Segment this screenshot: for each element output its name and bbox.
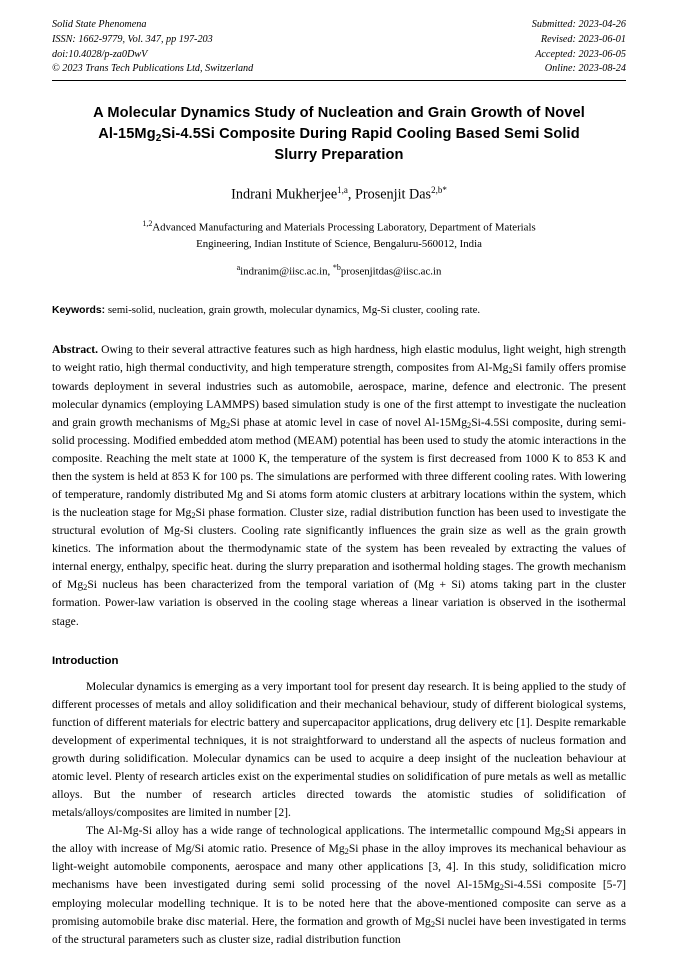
intro-p2-sub-2: 2 xyxy=(344,847,349,857)
email-marker-a: a xyxy=(236,263,241,273)
abstract-text-3: Si phase at atomic level in case of novel Al-15Mg xyxy=(230,415,468,429)
journal-copyright: © 2023 Trans Tech Publications Ltd, Switzerland xyxy=(52,63,254,75)
title-line-2-part-a: Al-15Mg xyxy=(98,126,156,143)
intro-p2-sub-3: 2 xyxy=(499,883,504,893)
keywords xyxy=(52,302,626,319)
keywords-text: semi-solid, nucleation, grain growth, molecular dynamics, Mg-Si cluster, cooling rate. xyxy=(105,303,481,316)
affiliation-line-2: Engineering, Indian Institute of Science, Bengaluru-560012, India xyxy=(196,237,482,250)
abstract-label: Abstract. xyxy=(52,343,99,357)
introduction-paragraph-1: Molecular dynamics is emerging as a very important tool for present day research. It is being applied to the study of different processes of metals and alloy solidification and their mechanical behaviour, study of different biological systems, function of different materials for electric battery and supercapacitor applications, drug delivery etc [1]. Despite remarkable development of experimental techniques, it is not straightforward to understand all the aspects of nucleus formation and growth during solidification. Molecular dynamics can be used to acquire a deep insight of the nucleation behaviour at atomic level. Plenty of research articles exist on the experimental studies on solidification of pure metals as well as metallic alloys. But the number of research articles directed towards the atomistic studies of solidification of metals/alloys/composites are limited in number [2]. xyxy=(52,679,626,820)
title-line-1: A Molecular Dynamics Study of Nucleation and Grain Growth of Novel xyxy=(93,105,585,122)
email-address-1[interactable]: indranim@iisc.ac.in, xyxy=(240,265,331,278)
author-separator: , xyxy=(347,186,355,203)
title-line-2 xyxy=(52,124,626,145)
abstract-text-1: Owing to their several attractive features such as high hardness, high elastic modulus, light weight, high strength to weight ratio, high thermal conductivity, and high temperature strength, composites from Al-Mg xyxy=(52,343,626,375)
journal-header-right xyxy=(532,18,626,77)
intro-p2-text-4: Si-4.5Si composite [5-7] employing molecular modelling technique. It is to be noted here that the above-mentioned composite can serve as a promising automobile brake disc material. Here, the formation and growth of Mg xyxy=(52,878,626,928)
abstract-sub-2: 2 xyxy=(225,420,231,430)
journal-name: Solid State Phenomena xyxy=(52,19,147,30)
journal-doi: doi:10.4028/p-za0DwV xyxy=(52,48,148,60)
affiliation-marker: 1,2 xyxy=(142,219,153,229)
abstract-sub-3: 2 xyxy=(467,420,472,430)
journal-header-left xyxy=(52,18,253,77)
abstract-sub-4: 2 xyxy=(191,511,196,521)
author-name-1: Indrani Mukherjee xyxy=(231,186,338,203)
introduction-paragraph-2 xyxy=(52,822,626,949)
affiliation-text-1: Advanced Manufacturing and Materials Processing Laboratory, Department of Materials xyxy=(152,221,536,234)
journal-issn-volume: ISSN: 1662-9779, Vol. 347, pp 197-203 xyxy=(52,33,213,45)
journal-header xyxy=(52,18,626,81)
author-2-affiliation-marker: 2,b* xyxy=(431,184,447,195)
author-emails xyxy=(52,263,626,278)
title-subscript: 2 xyxy=(155,132,162,144)
title-line-2-part-b: Si-4.5Si Composite During Rapid Cooling Based Semi Solid xyxy=(161,126,580,143)
intro-p2-sub-4: 2 xyxy=(430,919,436,929)
section-heading-introduction: Introduction xyxy=(52,654,119,667)
affiliation-line-1 xyxy=(52,218,626,236)
intro-p2-text-3: Si phase in the alloy improves its mechanical behaviour as light-weight automobile components, aerospace and many other applications [3, 4]. In this study, solidification micro mechanisms have been investigated during semi solid processing of the novel Al-15Mg xyxy=(52,842,626,892)
title-line-3: Slurry Preparation xyxy=(274,147,404,164)
keywords-label: Keywords: xyxy=(52,304,106,316)
author-name-2: Prosenjit Das xyxy=(355,186,432,203)
intro-p2-text-2: Si appears in the alloy with increase of Mg/Si atomic ratio. Presence of Mg xyxy=(52,824,627,856)
email-marker-b: *b xyxy=(332,263,341,273)
intro-p2-sub-1: 2 xyxy=(560,829,565,839)
abstract-text-6: Si nucleus has been characterized from the temporal variation of (Mg + Si) atoms taking part in the cluster formation. Power-law variation is observed in the cooling stage whereas a linear variation is observed in the isothermal stage. xyxy=(52,578,626,628)
date-accepted: Accepted: 2023-06-05 xyxy=(535,48,626,60)
abstract-text-2: Si family offers promise towards deployment in several industries such as automobile, aerospace, marine, defence and electronic. The present molecular dynamics (employing LAMMPS) based simulation study is one of the first attempt to investigate the nucleation and grain growth mechanisms of Mg xyxy=(52,361,626,429)
page-title xyxy=(52,103,626,166)
intro-p2-text-5: Si nuclei have been investigated in terms of the structural parameters such as cluster size, radial distribution function xyxy=(52,914,626,946)
abstract-sub-5: 2 xyxy=(83,583,88,593)
date-revised: Revised: 2023-06-01 xyxy=(540,33,626,45)
abstract-text-5: Si phase formation. Cluster size, radial distribution function has been used to investigate the structural evolution of Mg-Si clusters. Cooling rate significantly influences the grain size as well as the grain growth kinetics. The information about the thermodynamic state of the system has been revealed by extracting the values of internal energy, enthalpy, specific heat. during the slurry preparation and isothermal holding stages. The growth mechanism of Mg xyxy=(52,506,627,592)
affiliation xyxy=(52,218,626,252)
abstract xyxy=(52,341,626,630)
author-list xyxy=(52,184,626,206)
date-submitted: Submitted: 2023-04-26 xyxy=(531,19,626,30)
intro-p2-text-1: The Al-Mg-Si alloy has a wide range of technological applications. The intermetallic compound Mg xyxy=(86,824,561,838)
author-1-affiliation-marker: 1,a xyxy=(337,184,348,195)
email-address-2[interactable]: prosenjitdas@iisc.ac.in xyxy=(340,265,442,278)
date-online: Online: 2023-08-24 xyxy=(544,63,626,75)
abstract-sub-1: 2 xyxy=(508,366,513,376)
abstract-text-4: Si-4.5Si composite, during semi-solid processing. Modified embedded atom method (MEAM) potential has been used to study the atomic interactions in the composite. Reaching the melt state at 1000 K, the temperature of the system is first decreased from 1000 K to 853 K and then the system is held at 853 K for 100 ps. The simulations are performed with three different cooling rates. With lowering of temperature, randomly distributed Mg and Si atoms form atomic clusters at arbitrary locations within the system, which is the nucleation stage for Mg xyxy=(52,415,626,520)
